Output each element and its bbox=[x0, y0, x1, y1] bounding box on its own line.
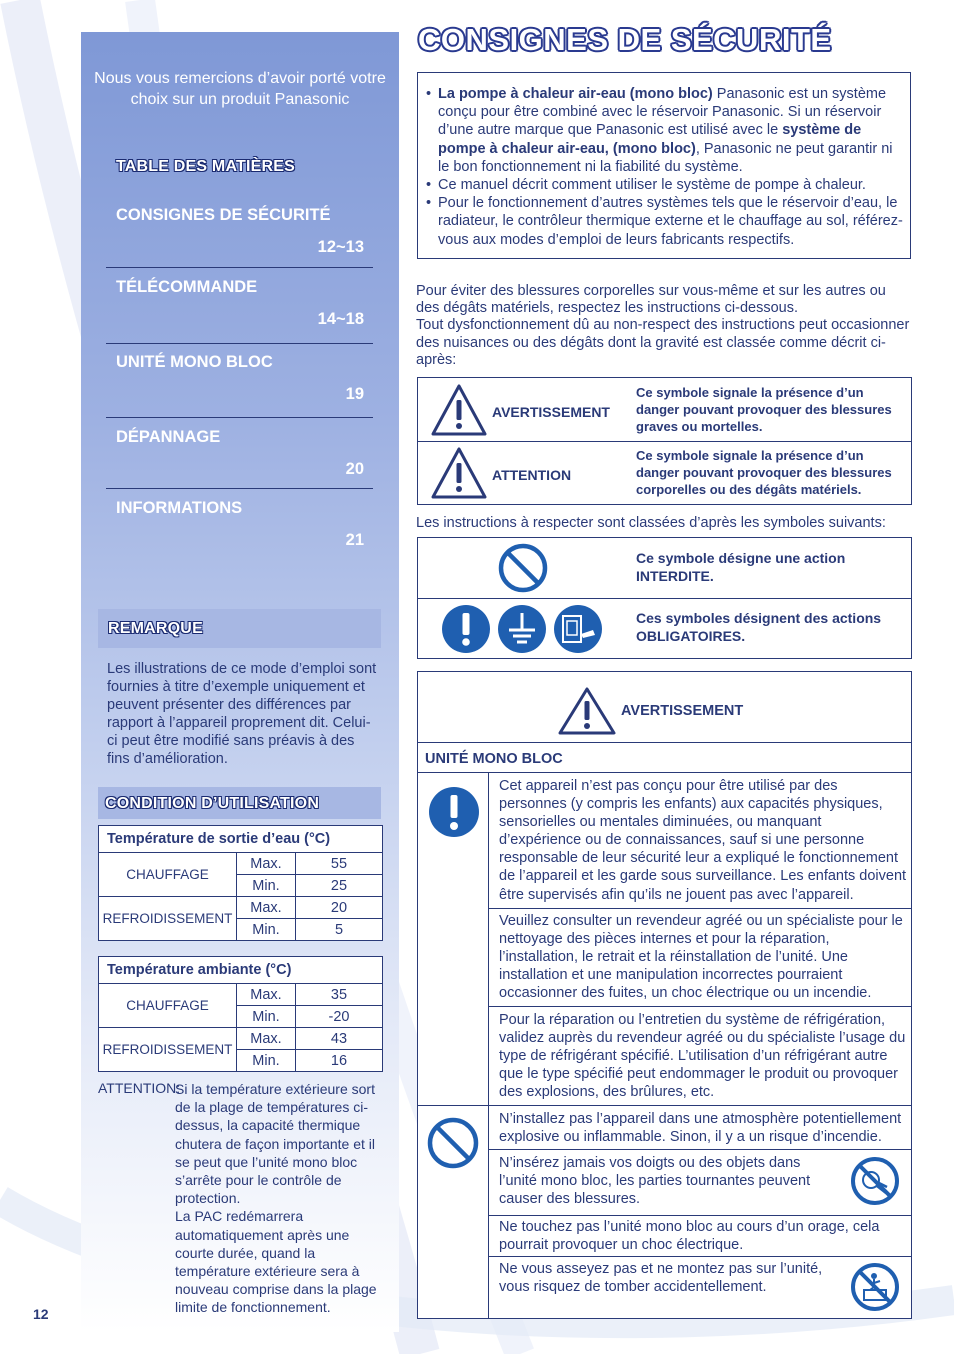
toc-item-title[interactable]: TÉLÉCOMMANDE bbox=[116, 278, 258, 296]
warning-table bbox=[417, 671, 912, 1319]
warning-heading: AVERTISSEMENT bbox=[621, 703, 744, 719]
divider bbox=[418, 742, 911, 743]
min-label: Min. bbox=[237, 1050, 296, 1072]
symbol-desc: Ces symboles désignent des actions OBLIGATOIRES. bbox=[636, 610, 882, 644]
page-title: CONSIGNES DE SÉCURITÉ bbox=[418, 22, 832, 57]
toc-item-pages[interactable]: 14~18 bbox=[317, 310, 364, 328]
max-value: 35 bbox=[296, 984, 383, 1006]
intro-box bbox=[417, 72, 911, 259]
text: Panasonic est un système conçu pour être combiné avec le réservoir Panasonic. Si un réservoir d’une autre marque que Panasonic est utilisé avec le bbox=[438, 86, 887, 139]
symbol-row bbox=[418, 538, 911, 599]
bullet-item: • Pour le fonctionnement d’autres systèmes tels que le réservoir d’eau, le radiateur, le contrôleur thermique externe et le chauffage au sol, référez-vous aux modes d’emploi de leurs fabricants respectifs. bbox=[426, 194, 904, 249]
level-row bbox=[418, 441, 911, 504]
mode-cell: CHAUFFAGE bbox=[99, 853, 237, 897]
warning-text: Ne touchez pas l’unité mono bloc au cours d’un orage, cela pourrait provoquer un choc électrique. bbox=[499, 1219, 880, 1254]
divider bbox=[488, 1256, 911, 1257]
no-fingers-icon bbox=[850, 1156, 900, 1206]
bold-text: La pompe à chaleur air-eau (mono bloc) bbox=[438, 86, 713, 102]
toc-item-pages[interactable]: 20 bbox=[345, 460, 364, 478]
toc-heading: TABLE DES MATIÈRES bbox=[116, 158, 296, 175]
toc-item-title[interactable]: DÉPANNAGE bbox=[116, 428, 221, 446]
max-label: Max. bbox=[237, 897, 296, 919]
warning-triangle-icon bbox=[430, 383, 488, 437]
warning-text: N’insérez jamais vos doigts ou des objets dans l’unité mono bloc, les parties tournantes peuvent causer des blessures. bbox=[499, 1155, 811, 1208]
level-row bbox=[418, 378, 911, 442]
mode-cell: REFROIDISSEMENT bbox=[99, 1028, 237, 1072]
toc-divider bbox=[106, 417, 373, 418]
min-value: -20 bbox=[296, 1006, 383, 1028]
toc-divider bbox=[106, 267, 373, 268]
mandatory-icon bbox=[428, 786, 480, 838]
remarque-heading: REMARQUE bbox=[108, 620, 203, 637]
toc-item-pages[interactable]: 19 bbox=[345, 385, 364, 403]
divider bbox=[488, 1149, 911, 1150]
prohibited-icon bbox=[498, 543, 548, 593]
section-heading: UNITÉ MONO BLOC bbox=[425, 751, 563, 767]
bold-text: système de pompe à chaleur air-eau, (mono bloc) bbox=[438, 122, 862, 157]
warning-text: Cet appareil n’est pas conçu pour être utilisé par des personnes (y compris les enfants) aux capacités physiques, sensorielles ou mentales diminuées, ou manquant d’expérience ou de connaissances, sauf si une personne responsable de leur sécurité leur a expliqué le fonctionnement de l’appareil et les garde sous surveillance. Les enfants doivent être supervisés afin qu’ils ne jouent pas avec l’appareil. bbox=[499, 778, 907, 903]
attention-text bbox=[175, 1080, 390, 1317]
divider bbox=[418, 1105, 911, 1106]
paragraph: Pour éviter des blessures corporelles sur vous-même et sur les autres ou des dégâts matériels, respectez les instructions ci-dessous. bbox=[416, 283, 886, 317]
warning-text: N’installez pas l’appareil dans une atmosphère potentiellement explosive ou inflammable. Sinon, il y a un risque d’incendie. bbox=[499, 1111, 902, 1146]
divider bbox=[488, 1215, 911, 1216]
intro-bullets bbox=[426, 85, 904, 249]
toc-item-title[interactable]: INFORMATIONS bbox=[116, 499, 243, 517]
condition-heading: CONDITION D’UTILISATION bbox=[105, 795, 320, 812]
divider bbox=[488, 1006, 911, 1007]
divider bbox=[488, 772, 489, 1318]
attention-label: ATTENTION: bbox=[98, 1080, 181, 1096]
caution-triangle-icon bbox=[430, 446, 488, 500]
warning-text: Veuillez consulter un revendeur agréé ou un spécialiste pour le nettoyage des pièces internes et pour la réparation, l’installation, le retrait et la réinstallation de l’unité. Une installation et une manipulation incorrectes pourraient occasionner des fuites, un choc électrique ou un incendie. bbox=[499, 913, 903, 1002]
attention-text-1: Si la température extérieure sort de la plage de températures ci-dessus, la capacité thermique chutera de façon importante et il se peut que l’unité mono bloc s’arrête pour le contrôle de protection. bbox=[175, 1081, 376, 1207]
no-climbing-icon bbox=[850, 1262, 900, 1312]
level-desc: Ce symbole signale la présence d’un danger pouvant provoquer des blessures corporelles ou des dégâts matériels. bbox=[636, 448, 892, 497]
toc-divider bbox=[106, 488, 373, 489]
min-value: 16 bbox=[296, 1050, 383, 1072]
bullet-item bbox=[426, 85, 904, 176]
toc-item-title[interactable]: CONSIGNES DE SÉCURITÉ bbox=[116, 206, 331, 224]
level-label: ATTENTION bbox=[492, 467, 572, 483]
toc-divider bbox=[106, 343, 373, 344]
water-temp-table bbox=[98, 825, 383, 941]
max-label: Max. bbox=[237, 1028, 296, 1050]
level-label: AVERTISSEMENT bbox=[492, 404, 610, 420]
intro-text: Nous vous remercions d’avoir porté votre choix sur un produit Panasonic bbox=[94, 70, 386, 108]
mode-cell: CHAUFFAGE bbox=[99, 984, 237, 1028]
attention-text-2: La PAC redémarrera automatiquement après une courte durée, quand la température extérieure sera à nouveau comprise dans la plage limite de fonctionnement. bbox=[175, 1208, 377, 1316]
prohibited-icon bbox=[427, 1117, 479, 1169]
toc-item-title[interactable]: UNITÉ MONO BLOC bbox=[116, 353, 273, 371]
max-label: Max. bbox=[237, 984, 296, 1006]
warning-triangle-icon bbox=[556, 686, 618, 736]
toc-item-pages[interactable]: 12~13 bbox=[317, 238, 364, 256]
max-value: 43 bbox=[296, 1028, 383, 1050]
max-value: 55 bbox=[296, 853, 383, 875]
mode-cell: REFROIDISSEMENT bbox=[99, 897, 237, 941]
instructions-intro bbox=[416, 283, 911, 369]
mandatory-icon bbox=[441, 604, 491, 654]
min-label: Min. bbox=[237, 1006, 296, 1028]
hazard-levels-box bbox=[417, 377, 912, 505]
min-value: 5 bbox=[296, 919, 383, 941]
max-value: 20 bbox=[296, 897, 383, 919]
ground-icon bbox=[497, 604, 547, 654]
warning-text: Pour la réparation ou l’entretien du système de réfrigération, validez auprès du revendeur agréé ou du spécialiste l’usage du type de réfrigérant spécifié. L’utilisation d’un réfrigérant autre que le type spécifié peut endommager le produit ou provoquer des explosions, des brûlures, etc. bbox=[499, 1012, 906, 1101]
paragraph: Tout dysfonctionnement dû au non-respect des instructions peut occasionner des nuisances ou des dégâts dont la gravité est classée comme décrit ci-après: bbox=[416, 317, 910, 368]
divider bbox=[488, 908, 911, 909]
symbols-box bbox=[417, 537, 912, 659]
bullet-item: • Ce manuel décrit comment utiliser le système de pompe à chaleur. bbox=[426, 176, 904, 194]
unplug-icon bbox=[553, 604, 603, 654]
min-value: 25 bbox=[296, 875, 383, 897]
warning-text: Ne vous asseyez pas et ne montez pas sur l’unité, vous risquez de tomber accidentellement. bbox=[499, 1261, 823, 1296]
max-label: Max. bbox=[237, 853, 296, 875]
remarque-text: Les illustrations de ce mode d’emploi sont fournies à titre d’exemple uniquement et peuvent présenter des différences par rapport à l’appareil proprement dit. Celui-ci peut être modifié sans préavis à des fins d’amélioration. bbox=[107, 661, 377, 767]
symbol-desc: Ce symbole désigne une action INTERDITE. bbox=[636, 550, 846, 584]
text: , Panasonic ne peut garantir ni le bon fonctionnement ni la fiabilité du système. bbox=[438, 140, 893, 175]
min-label: Min. bbox=[237, 919, 296, 941]
symbol-row bbox=[418, 598, 911, 658]
table-header: Température ambiante (°C) bbox=[99, 957, 383, 984]
toc-item-pages[interactable]: 21 bbox=[345, 531, 364, 549]
divider bbox=[418, 772, 911, 773]
min-label: Min. bbox=[237, 875, 296, 897]
symbols-intro: Les instructions à respecter sont classées d’après les symboles suivants: bbox=[416, 515, 886, 531]
page-number: 12 bbox=[33, 1306, 49, 1322]
ambient-temp-table bbox=[98, 956, 383, 1072]
level-desc: Ce symbole signale la présence d’un danger pouvant provoquer des blessures graves ou mortelles. bbox=[636, 385, 892, 434]
table-header: Température de sortie d’eau (°C) bbox=[99, 826, 383, 853]
